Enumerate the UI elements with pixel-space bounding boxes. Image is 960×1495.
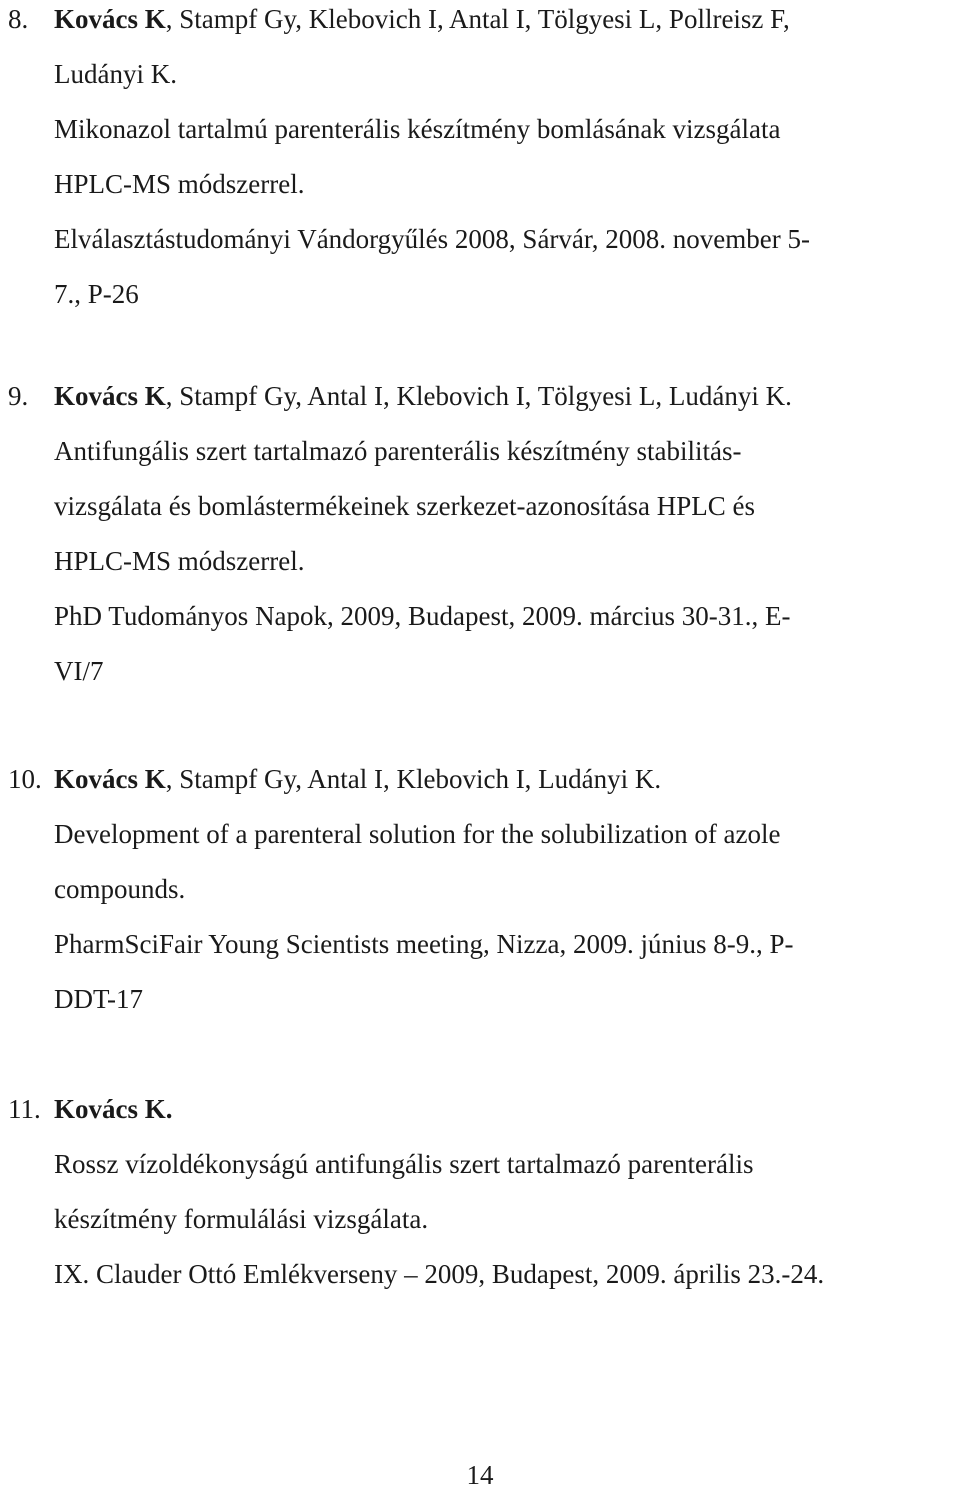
co-authors: , Stampf Gy, Klebovich I, Antal I, Tölgyesi L, Pollreisz F, bbox=[165, 4, 790, 34]
title-line: HPLC-MS módszerrel. bbox=[54, 169, 305, 199]
entry-body bbox=[54, 369, 954, 699]
venue-line: DDT-17 bbox=[54, 984, 144, 1014]
title-line: HPLC-MS módszerrel. bbox=[54, 546, 305, 576]
authors-line bbox=[54, 369, 954, 424]
co-authors: , Stampf Gy, Antal I, Klebovich I, Tölgyesi L, Ludányi K. bbox=[165, 381, 792, 411]
title-line: Mikonazol tartalmú parenterális készítmény bomlásának vizsgálata bbox=[54, 114, 781, 144]
venue-line: IX. Clauder Ottó Emlékverseny – 2009, Budapest, 2009. április 23.-24. bbox=[54, 1259, 825, 1289]
lead-author: Kovács K bbox=[54, 4, 166, 34]
entry-number: 11. bbox=[8, 1094, 41, 1124]
entry-body bbox=[54, 752, 954, 1027]
page-number: 14 bbox=[466, 1460, 494, 1490]
venue-line: Elválasztástudományi Vándorgyűlés 2008, Sárvár, 2008. november 5- bbox=[54, 224, 811, 254]
entry-body bbox=[54, 0, 954, 322]
title-line: compounds. bbox=[54, 874, 186, 904]
entry-number: 8. bbox=[8, 4, 29, 34]
title-line: Development of a parenteral solution for the solubilization of azole bbox=[54, 819, 781, 849]
entry-number: 10. bbox=[8, 764, 42, 794]
lead-author: Kovács K bbox=[54, 381, 166, 411]
lead-author: Kovács K bbox=[54, 764, 166, 794]
authors-line bbox=[54, 1082, 954, 1137]
entry-body bbox=[54, 1082, 954, 1302]
title-line: készítmény formulálási vizsgálata. bbox=[54, 1204, 429, 1234]
venue-line: PhD Tudományos Napok, 2009, Budapest, 2009. március 30-31., E- bbox=[54, 601, 791, 631]
authors-line bbox=[54, 752, 954, 807]
authors-line-continued: Ludányi K. bbox=[54, 59, 177, 89]
authors-line bbox=[54, 0, 954, 47]
title-line: vizsgálata és bomlástermékeinek szerkezet-azonosítása HPLC és bbox=[54, 491, 755, 521]
title-line: Antifungális szert tartalmazó parenterális készítmény stabilitás- bbox=[54, 436, 742, 466]
lead-author: Kovács K. bbox=[54, 1094, 173, 1124]
venue-line: PharmSciFair Young Scientists meeting, Nizza, 2009. június 8-9., P- bbox=[54, 929, 794, 959]
venue-line: 7., P-26 bbox=[54, 279, 139, 309]
title-line: Rossz vízoldékonyságú antifungális szert tartalmazó parenterális bbox=[54, 1149, 754, 1179]
entry-number: 9. bbox=[8, 381, 29, 411]
venue-line: VI/7 bbox=[54, 656, 104, 686]
co-authors: , Stampf Gy, Antal I, Klebovich I, Ludányi K. bbox=[165, 764, 662, 794]
